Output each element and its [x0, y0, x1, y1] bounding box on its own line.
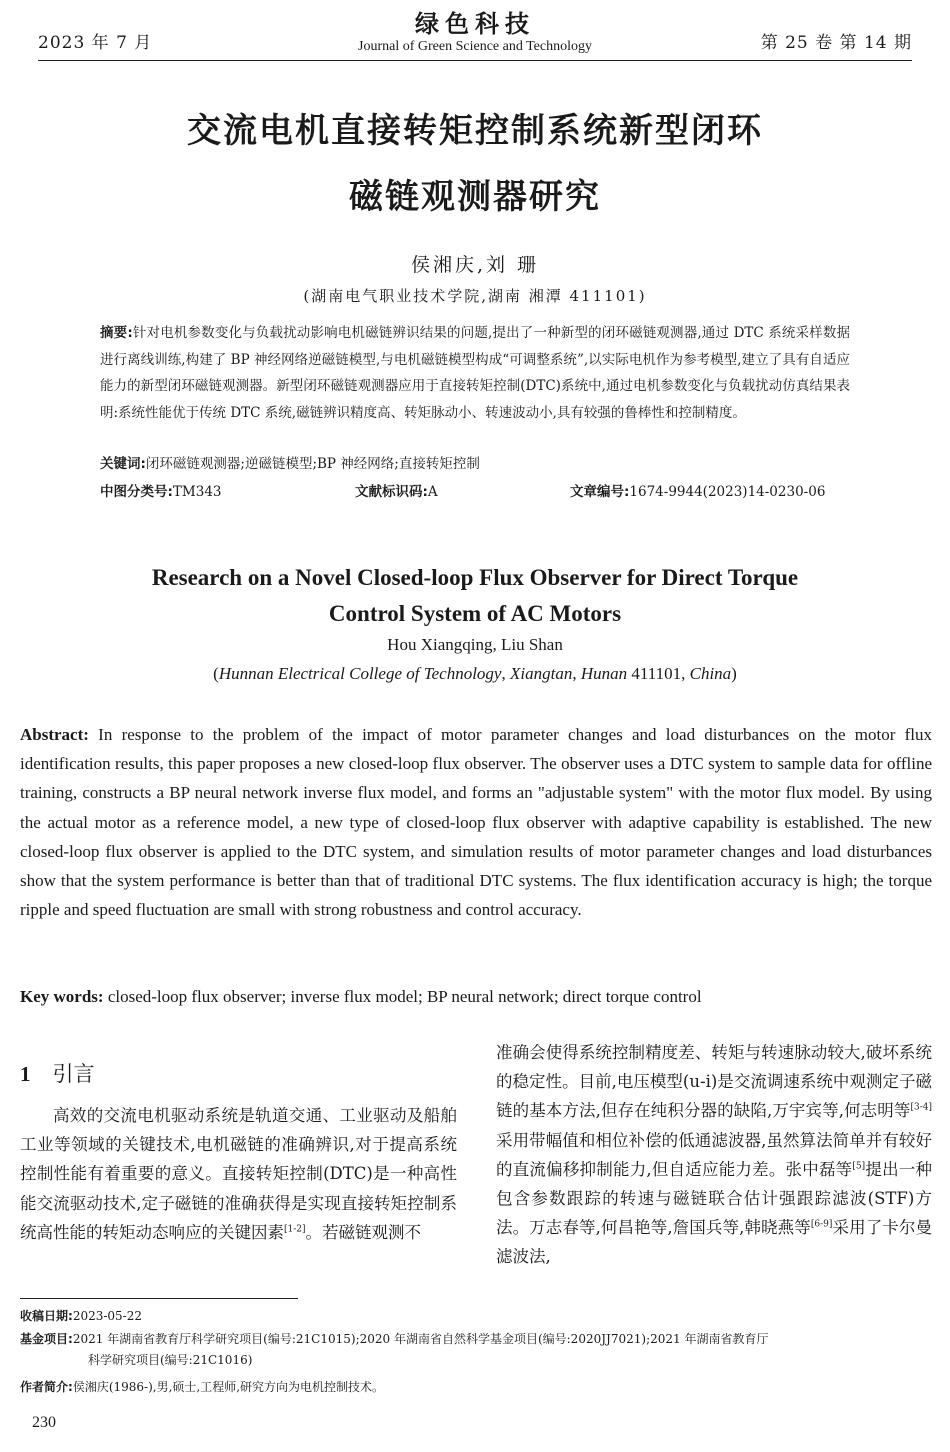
abstract-cn — [100, 320, 850, 426]
keywords-cn — [100, 453, 850, 475]
journal-name-en: Journal of Green Science and Technology — [358, 39, 592, 54]
section-heading — [20, 1058, 95, 1088]
paper-title-en — [0, 560, 950, 632]
body-column-left — [20, 1101, 457, 1247]
header-rule — [38, 60, 912, 61]
footnote-author: 作者简介:侯湘庆(1986-),男,硕士,工程师,研究方向为电机控制技术。 — [20, 1380, 385, 1394]
keywords-cn-label: 关键词: — [100, 456, 146, 472]
title-en-line-2: Control System of AC Motors — [328, 601, 622, 626]
abstract-cn-text: 针对电机参数变化与负载扰动影响电机磁链辨识结果的问题,提出了一种新型的闭环磁链观测器,通过 DTC 系统采样数据进行离线训练,构建了 BP 神经网络逆磁链模型,与电机磁链模型构成“可调整系统”,以实际电机作为参考模型,建立了具有自适应能力的新型闭环磁链观测器。新型闭环磁链观测器应用于直接转矩控制(DTC)系统中,通过电机参数变化与负载扰动仿真结果表明:系统性能优于传统 DTC 系统,磁链辨识精度高、转矩脉动小、转速波动小,具有较强的鲁棒性和控制精度。 — [100, 325, 850, 421]
title-cn-line-1: 交流电机直接转矩控制系统新型闭环 — [187, 111, 763, 151]
keywords-cn-text: 闭环磁链观测器;逆磁链模型;BP 神经网络;直接转矩控制 — [145, 456, 480, 472]
abstract-cn-label: 摘要: — [100, 325, 133, 341]
abstract-en-text: In response to the problem of the impact of motor parameter changes and load disturbances on the motor flux identification results, this paper proposes a new closed-loop flux observer. The observer uses a DTC system to sample data for offline training, constructs a BP neural network inverse flux model, and forms an "adjustable system" with the motor flux model. By using the actual motor as a reference model, a new type of closed-loop flux observer with adaptive capability is established. The new closed-loop flux observer is applied to the DTC system, and simulation results of motor parameter changes and load disturbances show that the system performance is better than that of traditional DTC systems. The flux identification accuracy is high; the torque ripple and speed fluctuation are small with strong robustness and control accuracy. — [20, 725, 933, 920]
keywords-en — [20, 982, 932, 1011]
footnote-received: 收稿日期:2023-05-22 — [20, 1309, 142, 1323]
article-number: 文章编号:1674-9944(2023)14-0230-06 — [570, 484, 826, 500]
document-code: 文献标识码:A — [355, 484, 438, 500]
clc-number: 中图分类号:TM343 — [100, 484, 222, 500]
journal-masthead — [300, 10, 650, 56]
title-cn-line-2: 磁链观测器研究 — [349, 177, 601, 217]
affiliation-en: (Hunnan Electrical College of Technology, Xiangtan, Hunan 411101, China) — [213, 664, 737, 683]
citation[interactable]: [1-2] — [284, 1224, 306, 1235]
issue-date: 2023 年 7 月 — [38, 33, 153, 53]
body-column-right — [496, 1038, 932, 1272]
intro-paragraph: 高效的交流电机驱动系统是轨道交通、工业驱动及船舶工业等领域的关键技术,电机磁链的准确辨识,对于提高系统控制性能有着重要的意义。直接转矩控制(DTC)是一种高性能交流驱动技术,定子磁链的准确获得是实现直接转矩控制系统高性能的转矩动态响应的关键因素[1-2]。若磁链观测不 — [20, 1106, 457, 1242]
authors-cn: 侯湘庆,刘 珊 — [410, 254, 540, 276]
abstract-en-label: Abstract: — [20, 725, 89, 744]
journal-name-cn: 绿色科技 — [415, 9, 535, 38]
footnote-rule — [20, 1298, 298, 1299]
section-title: 引言 — [52, 1062, 95, 1086]
footnote-fund: 基金项目:2021 年湖南省教育厅科学研究项目(编号:21C1015);2020 年湖南省自然科学基金项目(编号:2020JJ7021);2021 年湖南省教育厅 科学研究项目(编号:21C1016) — [20, 1332, 769, 1367]
volume-issue: 第 25 卷 第 14 期 — [760, 33, 912, 53]
intro-paragraph-cont: 准确会使得系统控制精度差、转矩与转速脉动较大,破坏系统的稳定性。目前,电压模型(u-i)是交流调速系统中观测定子磁链的基本方法,但存在纯积分器的缺陷,万宇宾等,何志明等[3-4]采用带幅值和相位补偿的低通滤波器,虽然算法简单并有较好的直流偏移抑制能力,但自适应能力差。张中磊等[5]提出一种包含参数跟踪的转速与磁链联合估计强跟踪滤波(STF)方法。万志春等,何昌艳等,詹国兵等,韩晓燕等[6-9]采用了卡尔曼滤波法, — [496, 1043, 933, 1267]
title-en-line-1: Research on a Novel Closed-loop Flux Observer for Direct Torque — [151, 565, 799, 590]
page-number: 230 — [32, 1414, 56, 1431]
authors-en: Hou Xiangqing, Liu Shan — [387, 635, 563, 654]
citation[interactable]: [6-9] — [810, 1219, 833, 1230]
abstract-en — [20, 720, 932, 924]
citation[interactable]: [5] — [852, 1161, 866, 1172]
section-number: 1 — [20, 1062, 31, 1086]
citation[interactable]: [3-4] — [910, 1102, 932, 1113]
keywords-en-label: Key words: — [20, 987, 104, 1006]
affiliation-cn: (湖南电气职业技术学院,湖南 湘潭 411101) — [303, 287, 647, 305]
keywords-en-text: closed-loop flux observer; inverse flux model; BP neural network; direct torque control — [107, 987, 702, 1006]
paper-title-cn — [0, 98, 950, 230]
